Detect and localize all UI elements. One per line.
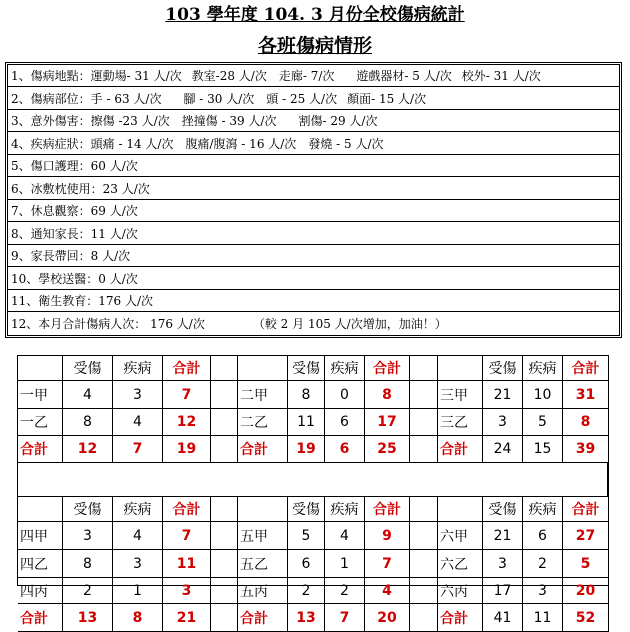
- summary-item: 頭 - 25 人/次: [266, 91, 338, 106]
- summary-row: [8, 245, 619, 267]
- summary-row: [8, 88, 619, 110]
- spacer-cell: [211, 436, 238, 463]
- column-header: 合計: [563, 356, 609, 381]
- illness-count: 6: [523, 522, 563, 550]
- summary-item: 顏面- 15 人/次: [347, 91, 427, 106]
- total-count: 9: [365, 522, 410, 550]
- class-label: 三乙: [438, 409, 483, 436]
- illness-count: 15: [523, 436, 563, 463]
- summary-item: 7、休息觀察：69 人/次: [11, 204, 138, 218]
- summary-item: 發燒 - 5 人/次: [308, 136, 384, 151]
- spacer-cell: [410, 356, 438, 381]
- summary-row: [8, 223, 619, 245]
- summary-row: [8, 313, 619, 335]
- injury-count: 21: [483, 522, 523, 550]
- total-count: 25: [365, 436, 410, 463]
- total-count: 20: [563, 578, 609, 604]
- spacer-cell: [410, 381, 438, 409]
- total-count: 27: [563, 522, 609, 550]
- total-label: 合計: [238, 436, 288, 463]
- summary-item: 4、疾病症狀：頭痛 - 14 人/次: [11, 136, 174, 151]
- summary-item: 校外- 31 人/次: [461, 69, 541, 83]
- column-header: 合計: [163, 356, 211, 381]
- illness-count: 1: [325, 550, 365, 578]
- summary-row: [8, 200, 619, 222]
- injury-count: 13: [63, 604, 113, 632]
- stats-grid: [17, 355, 609, 627]
- injury-count: 13: [288, 604, 325, 632]
- total-count: 12: [163, 409, 211, 436]
- summary-box: [5, 62, 622, 338]
- class-label: 五乙: [238, 550, 288, 578]
- class-label: 二甲: [238, 381, 288, 409]
- column-header: 合計: [563, 497, 609, 522]
- injury-count: 5: [288, 522, 325, 550]
- summary-item: 6、冰敷枕使用：23 人/次: [11, 181, 150, 196]
- spacer-cell: [211, 356, 238, 381]
- injury-count: 3: [483, 550, 523, 578]
- summary-item: 10、學校送醫：0 人/次: [11, 271, 138, 286]
- total-label: 合計: [18, 604, 63, 632]
- summary-item: （較 2 月 105 人/次增加，加油！）: [252, 316, 447, 331]
- spacer-cell: [410, 436, 438, 463]
- injury-count: 41: [483, 604, 523, 632]
- spacer-cell: [211, 604, 238, 632]
- column-header: 合計: [365, 497, 410, 522]
- page-title: 103 學年度 104. 3 月份全校傷病統計: [165, 5, 465, 25]
- total-count: 11: [163, 550, 211, 578]
- illness-count: 4: [113, 522, 163, 550]
- injury-count: 17: [483, 578, 523, 604]
- column-header: 受傷: [288, 356, 325, 381]
- illness-count: 8: [113, 604, 163, 632]
- illness-count: 5: [523, 409, 563, 436]
- injury-count: 3: [483, 409, 523, 436]
- class-label: 五丙: [238, 578, 288, 604]
- class-label: 四甲: [18, 522, 63, 550]
- illness-count: 1: [113, 578, 163, 604]
- spacer-cell: [211, 522, 238, 550]
- corner-cell: [18, 356, 63, 381]
- injury-count: 11: [288, 409, 325, 436]
- column-header: 受傷: [63, 356, 113, 381]
- total-count: 3: [163, 578, 211, 604]
- summary-item: 腹痛/腹瀉 - 16 人/次: [185, 136, 297, 151]
- corner-cell: [238, 356, 288, 381]
- injury-count: 2: [288, 578, 325, 604]
- column-header: 受傷: [483, 497, 523, 522]
- corner-cell: [438, 497, 483, 522]
- illness-count: 2: [325, 578, 365, 604]
- column-header: 合計: [163, 497, 211, 522]
- summary-item: 腳 - 30 人/次: [183, 91, 255, 106]
- illness-count: 0: [325, 381, 365, 409]
- summary-row: [8, 155, 619, 177]
- summary-item: 8、通知家長：11 人/次: [11, 226, 138, 241]
- total-count: 52: [563, 604, 609, 632]
- total-count: 17: [365, 409, 410, 436]
- summary-item: 教室-28 人/次: [191, 69, 267, 83]
- total-label: 合計: [438, 604, 483, 632]
- illness-count: 3: [113, 550, 163, 578]
- illness-count: 4: [113, 409, 163, 436]
- summary-item: 2、傷病部位：手 - 63 人/次: [11, 91, 162, 106]
- separator-row: [18, 463, 608, 497]
- total-label: 合計: [18, 436, 63, 463]
- spacer-cell: [410, 522, 438, 550]
- illness-count: 4: [325, 522, 365, 550]
- illness-count: 7: [325, 604, 365, 632]
- summary-item: 11、衛生教育：176 人/次: [11, 294, 154, 308]
- spacer-cell: [211, 409, 238, 436]
- summary-item: 遊戲器材- 5 人/次: [356, 69, 452, 83]
- illness-count: 11: [523, 604, 563, 632]
- corner-cell: [438, 356, 483, 381]
- corner-cell: [18, 497, 63, 522]
- total-count: 7: [163, 381, 211, 409]
- total-count: 5: [563, 550, 609, 578]
- class-label: 四乙: [18, 550, 63, 578]
- summary-row: [8, 178, 619, 200]
- total-count: 21: [163, 604, 211, 632]
- illness-count: 6: [325, 436, 365, 463]
- total-count: 7: [163, 522, 211, 550]
- total-count: 8: [365, 381, 410, 409]
- total-count: 31: [563, 381, 609, 409]
- illness-count: 6: [325, 409, 365, 436]
- total-count: 20: [365, 604, 410, 632]
- page-subtitle: 各班傷病情形: [257, 35, 372, 57]
- total-count: 19: [163, 436, 211, 463]
- summary-row: [8, 290, 619, 312]
- spacer-cell: [410, 550, 438, 578]
- summary-item: 9、家長帶回：8 人/次: [11, 249, 131, 263]
- column-header: 受傷: [63, 497, 113, 522]
- summary-item: 1、傷病地點：運動場- 31 人/次: [11, 69, 182, 83]
- illness-count: 3: [523, 578, 563, 604]
- class-label: 五甲: [238, 522, 288, 550]
- spacer-cell: [211, 497, 238, 522]
- column-header: 合計: [365, 356, 410, 381]
- injury-count: 3: [63, 522, 113, 550]
- column-header: 疾病: [113, 497, 163, 522]
- summary-row: [8, 65, 619, 87]
- injury-count: 8: [63, 409, 113, 436]
- injury-count: 8: [63, 550, 113, 578]
- column-header: 疾病: [325, 497, 365, 522]
- injury-count: 24: [483, 436, 523, 463]
- illness-count: 2: [523, 550, 563, 578]
- spacer-cell: [410, 578, 438, 604]
- class-label: 二乙: [238, 409, 288, 436]
- injury-count: 21: [483, 381, 523, 409]
- summary-item: 割傷- 29 人/次: [298, 114, 378, 128]
- column-header: 受傷: [483, 356, 523, 381]
- class-label: 一乙: [18, 409, 63, 436]
- class-label: 六甲: [438, 522, 483, 550]
- column-header: 疾病: [523, 497, 563, 522]
- class-label: 三甲: [438, 381, 483, 409]
- injury-count: 8: [288, 381, 325, 409]
- spacer-cell: [410, 604, 438, 632]
- spacer-cell: [211, 381, 238, 409]
- total-label: 合計: [438, 436, 483, 463]
- spacer-cell: [211, 550, 238, 578]
- injury-count: 2: [63, 578, 113, 604]
- injury-count: 6: [288, 550, 325, 578]
- spacer-cell: [410, 409, 438, 436]
- class-label: 四丙: [18, 578, 63, 604]
- total-count: 4: [365, 578, 410, 604]
- column-header: 疾病: [523, 356, 563, 381]
- illness-count: 3: [113, 381, 163, 409]
- total-label: 合計: [238, 604, 288, 632]
- column-header: 受傷: [288, 497, 325, 522]
- injury-count: 4: [63, 381, 113, 409]
- summary-row: [8, 133, 619, 155]
- injury-count: 19: [288, 436, 325, 463]
- summary-row: [8, 268, 619, 290]
- spacer-cell: [211, 578, 238, 604]
- class-label: 六乙: [438, 550, 483, 578]
- illness-count: 10: [523, 381, 563, 409]
- summary-item: 5、傷口護理：60 人/次: [11, 159, 138, 173]
- summary-item: 12、本月合計傷病人次： 176 人/次: [11, 316, 205, 331]
- illness-count: 7: [113, 436, 163, 463]
- total-count: 8: [563, 409, 609, 436]
- column-header: 疾病: [325, 356, 365, 381]
- class-label: 六丙: [438, 578, 483, 604]
- column-header: 疾病: [113, 356, 163, 381]
- corner-cell: [238, 497, 288, 522]
- total-count: 39: [563, 436, 609, 463]
- class-label: 一甲: [18, 381, 63, 409]
- summary-item: 3、意外傷害：擦傷 -23 人/次: [11, 114, 170, 128]
- summary-item: 走廊- 7/次: [278, 69, 335, 83]
- spacer-cell: [410, 497, 438, 522]
- injury-count: 12: [63, 436, 113, 463]
- total-count: 7: [365, 550, 410, 578]
- summary-item: 挫撞傷 - 39 人/次: [181, 114, 277, 128]
- summary-row: [8, 110, 619, 132]
